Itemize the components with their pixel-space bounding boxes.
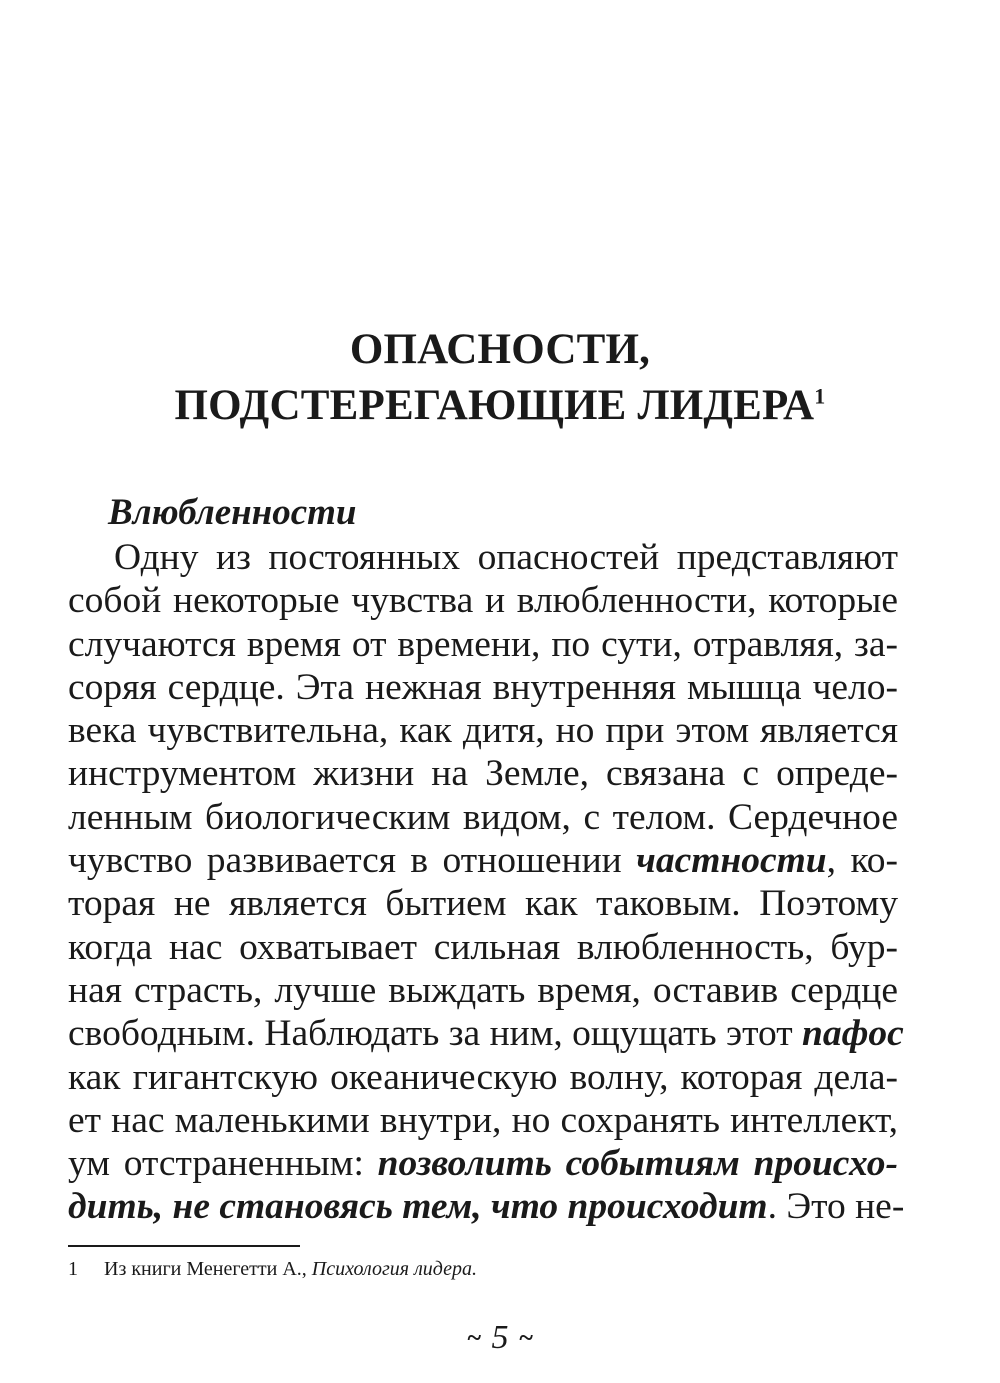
chapter-title: [60, 322, 940, 434]
text-segment: ум отстраненным:: [68, 1143, 364, 1185]
footnote-source: Психология лидера.: [311, 1258, 478, 1280]
text-line: когда нас охватывает сильная влюбленность, бур-: [68, 926, 898, 968]
text-line: ленным биологическим видом, с телом. Сердечное: [68, 796, 898, 838]
text-line: [68, 839, 898, 882]
footnote-divider: [68, 1245, 300, 1247]
body-paragraph: [68, 536, 905, 1229]
text-line: ная страсть, лучше выждать время, оставив сердце: [68, 969, 898, 1011]
page-number-value: 5: [491, 1319, 509, 1357]
text-line: [68, 1142, 898, 1185]
emphasis-term: частности: [636, 840, 827, 882]
section-heading: Влюбленности: [108, 492, 357, 533]
text-line: как гигантскую океаническую волну, которая дела-: [68, 1056, 898, 1098]
text-line: торая не является бытием как таковым. Поэтому: [68, 883, 898, 925]
chapter-title-line-2: [60, 378, 940, 434]
text-line: собой некоторые чувства и влюбленности, которые: [68, 580, 898, 622]
text-segment: . Это не-: [767, 1186, 905, 1228]
text-segment: чувство развивается в отношении: [68, 840, 622, 882]
chapter-title-line-1: ОПАСНОСТИ,: [349, 326, 651, 373]
left-ornament-icon: ~: [466, 1323, 482, 1353]
footnote-reference: 1: [814, 383, 826, 409]
emphasis-phrase: дить, не становясь тем, что происходит: [68, 1186, 768, 1228]
chapter-title-line-2-text: ПОДСТЕРЕГАЮЩИЕ ЛИДЕРА: [174, 382, 815, 429]
page-number: [400, 1316, 600, 1358]
text-line: ет нас маленькими внутри, но сохранять интеллект,: [68, 1099, 898, 1141]
emphasis-term: пафос: [801, 1013, 904, 1055]
text-line: случаются время от времени, по сути, отравляя, за-: [68, 623, 898, 665]
text-segment: , ко-: [826, 840, 898, 882]
footnote-number: 1: [68, 1258, 78, 1280]
footnote-text: Из книги Менегетти А.,: [104, 1258, 307, 1280]
emphasis-phrase: позволить событиям происхо-: [377, 1143, 898, 1185]
text-line: инструментом жизни на Земле, связана с опреде-: [68, 753, 898, 795]
text-segment: свободным. Наблюдать за ним, ощущать этот: [68, 1013, 793, 1055]
footnote: [68, 1256, 477, 1282]
right-ornament-icon: ~: [518, 1323, 534, 1353]
text-line: [68, 1185, 905, 1228]
text-line: Одну из постоянных опасностей представляют: [114, 537, 898, 578]
text-line: [68, 1012, 904, 1055]
text-line: века чувствительна, как дитя, но при этом является: [68, 710, 898, 752]
text-line: соряя сердце. Эта нежная внутренняя мышца чело-: [68, 666, 898, 708]
